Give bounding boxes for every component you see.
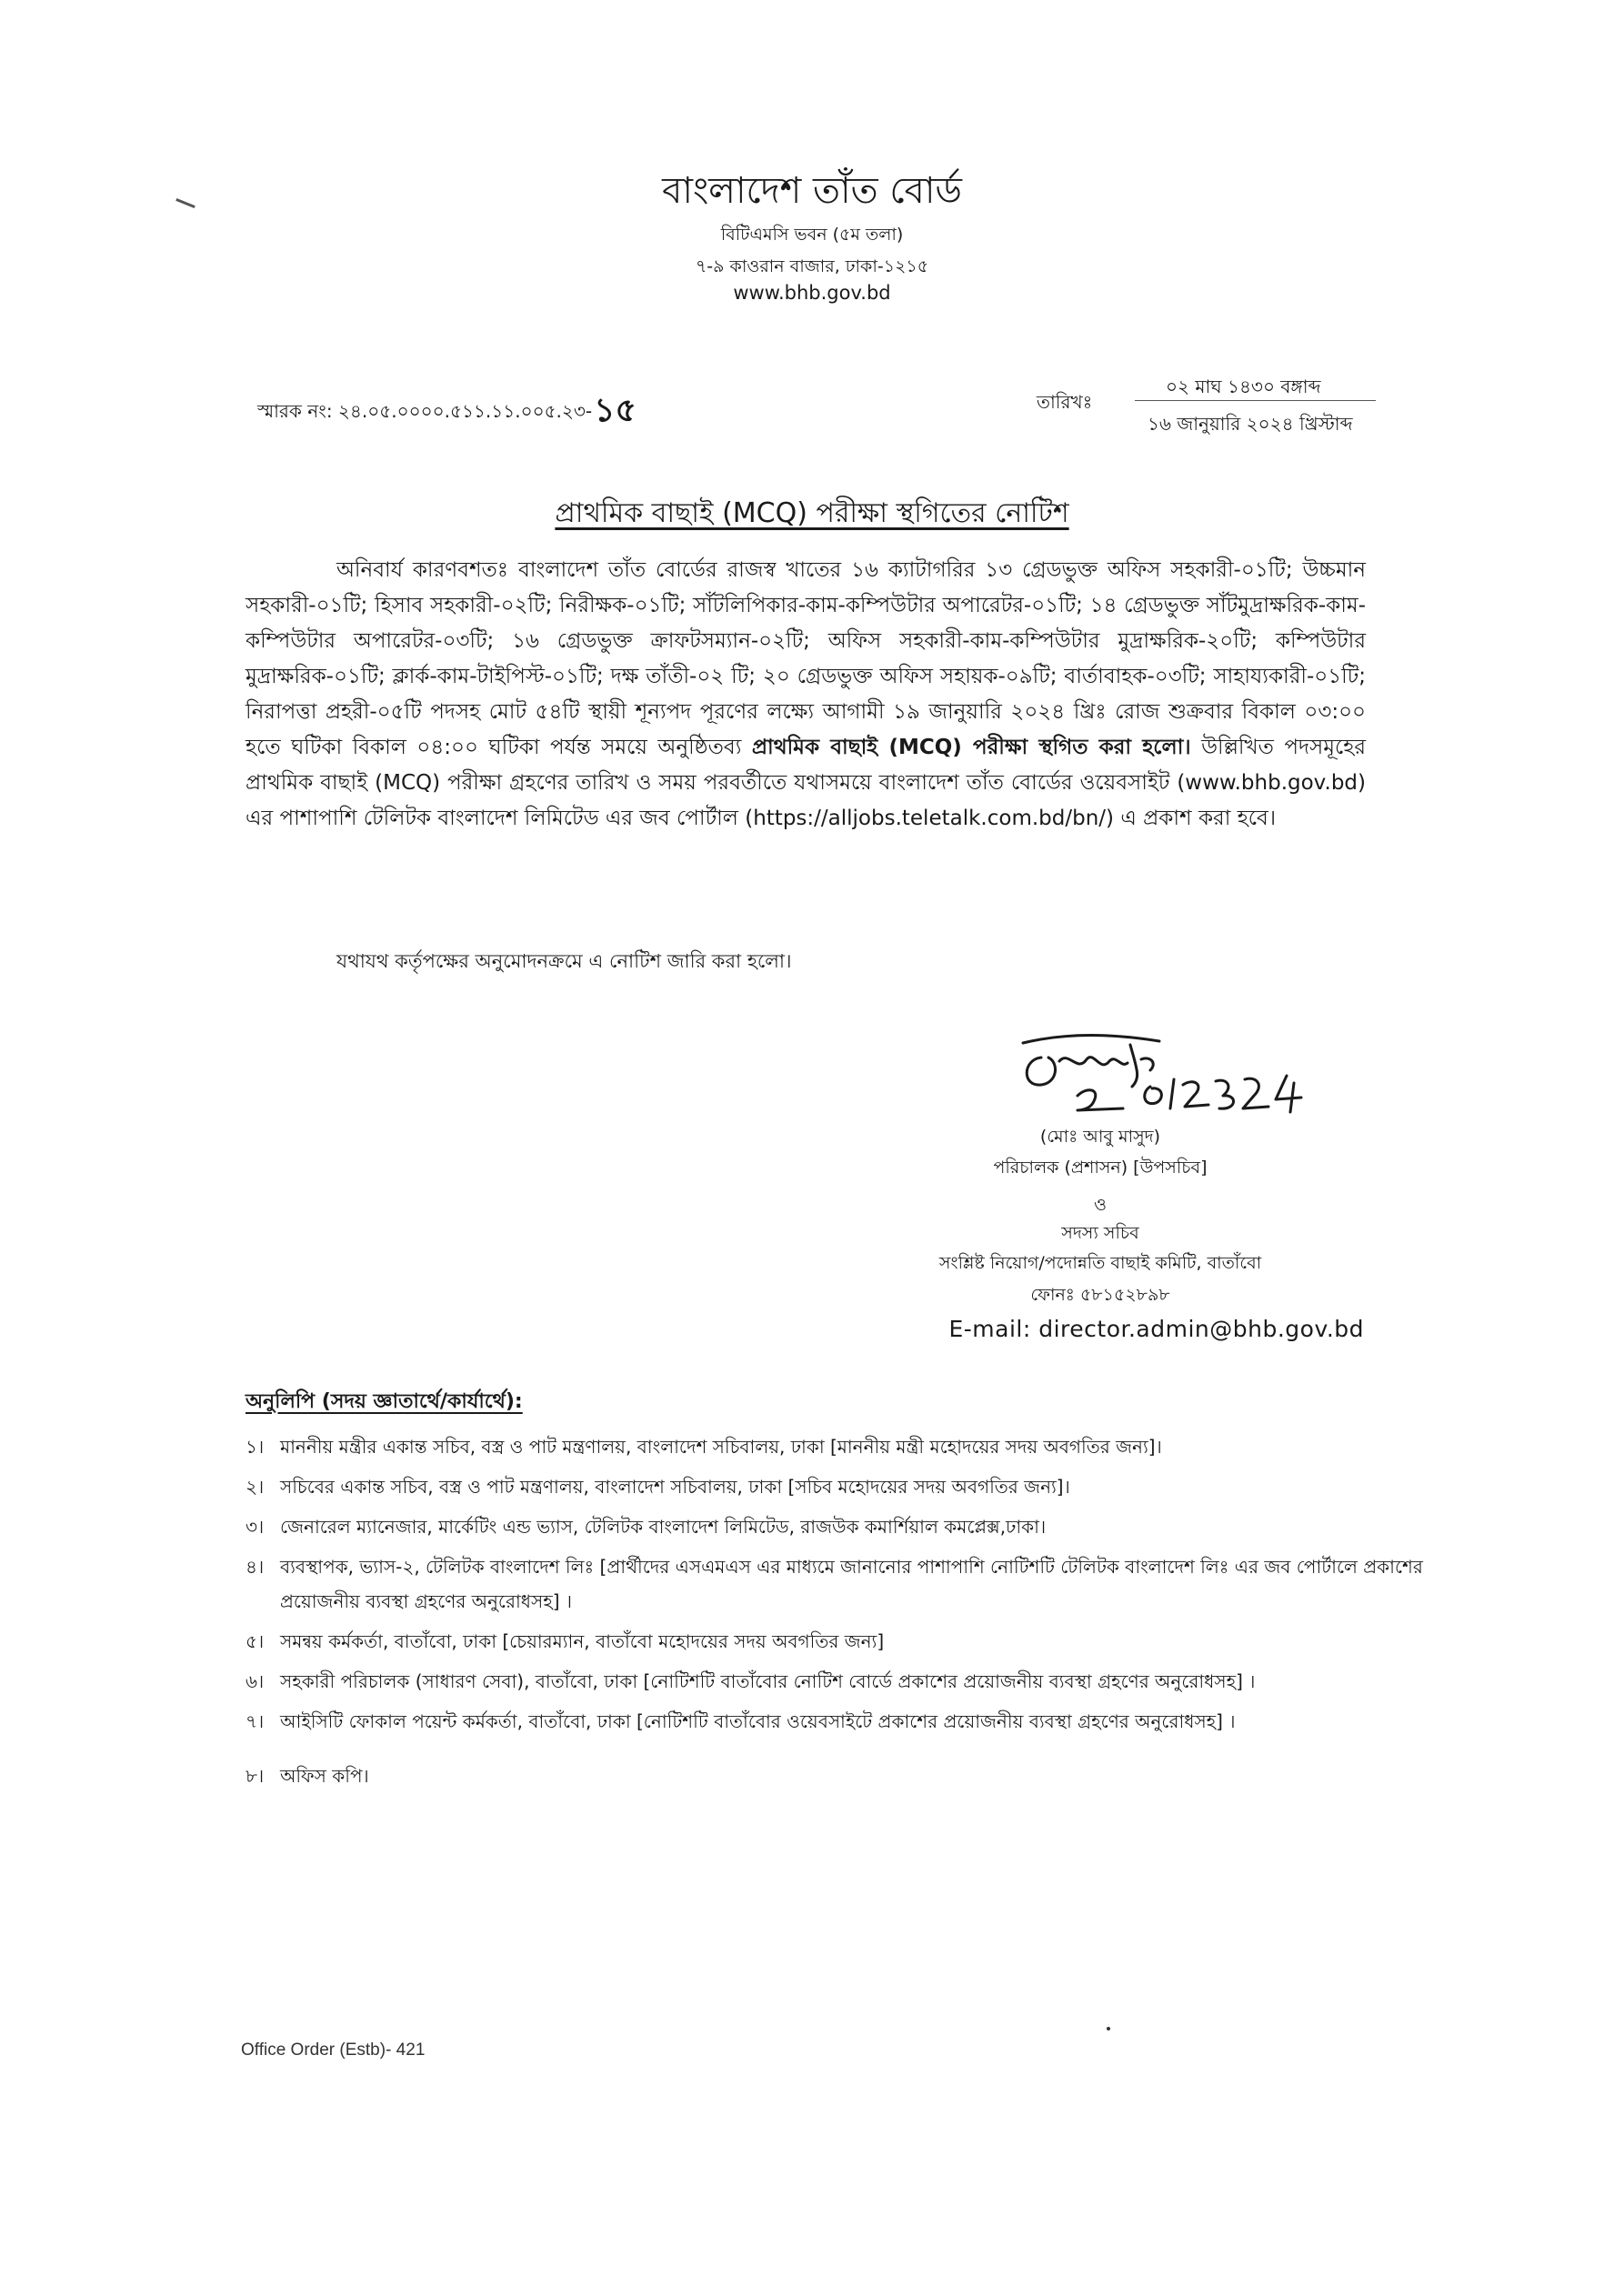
list-item-number: ৩। — [246, 1516, 265, 1538]
list-item-text: ব্যবস্থাপক, ভ্যাস-২, টেলিটক বাংলাদেশ লিঃ [প্রার্থীদের এসএমএস এর মাধ্যমে জানানোর পাশাপাশি নোটিশটি টেলিটক বাংলাদেশ লিঃ এর জব পোর্টালে প্রকাশের প্রয়োজনীয় ব্যবস্থা গ্রহণের অনুরোধসহ] । — [280, 1556, 1423, 1612]
notice-title-text: প্রাথমিক বাছাই (MCQ) পরীক্ষা স্থগিতের নোটিশ — [555, 497, 1069, 529]
cc-list — [246, 1429, 1437, 1799]
list-item-number: ১। — [246, 1436, 265, 1458]
list-item-text: সহকারী পরিচালক (সাধারণ সেবা), বাতাঁবো, ঢাকা [নোটিশটি বাতাঁবোর নোটিশ বোর্ডে প্রকাশের প্রয়োজনীয় ব্যবস্থা গ্রহণের অনুরোধসহ] । — [280, 1670, 1256, 1692]
list-item-number: ৬। — [246, 1670, 265, 1692]
list-item — [246, 1509, 1437, 1544]
list-item-text: জেনারেল ম্যানেজার, মার্কেটিং এন্ড ভ্যাস, টেলিটক বাংলাদেশ লিমিটেড, রাজউক কমার্শিয়াল কমপ্লেক্স,ঢাকা। — [280, 1516, 1047, 1538]
signatory-role: সদস্য সচিব — [1061, 1223, 1139, 1243]
list-item-number: ৫। — [246, 1630, 265, 1652]
list-item — [246, 1469, 1437, 1504]
list-item-text: সমন্বয় কর্মকর্তা, বাতাঁবো, ঢাকা [চেয়ারম্যান, বাতাঁবো মহোদয়ের সদয় অবগতির জন্য] — [280, 1630, 885, 1652]
notice-title — [0, 491, 1624, 537]
list-item-text: মাননীয় মন্ত্রীর একান্ত সচিব, বস্ত্র ও পাট মন্ত্রণালয়, বাংলাদেশ সচিবালয়, ঢাকা [মাননীয় মন্ত্রী মহোদয়ের সদয় অবগতির জন্য]। — [280, 1436, 1162, 1458]
signatory-email[interactable]: E-mail: director.admin@bhb.gov.bd — [948, 1316, 1364, 1342]
memo-handwritten-number: ১৫ — [594, 392, 637, 429]
body-emphasis: প্রাথমিক বাছাই (MCQ) পরীক্ষা স্থগিত করা হলো। — [751, 736, 1191, 759]
list-item-number: ৭। — [246, 1710, 265, 1732]
list-item-number: ২। — [246, 1476, 265, 1498]
body-part-2: উল্লিখিত পদসমূহের প্রাথমিক বাছাই (MCQ) পরীক্ষা গ্রহণের তারিখ ও সময় পরবর্তীতে যথাসময়ে বাংলাদেশ তাঁত বোর্ডের ওয়েবসাইট (www.bhb.gov.bd) এর পাশাপাশি টেলিটক বাংলাদেশ লিমিটেড এর জব পোর্টাল (https://alljobs.teletalk.com.bd/bn/) এ প্রকাশ করা হবে। — [246, 736, 1367, 830]
office-order-footer: Office Order (Estb)- 421 — [241, 2040, 426, 2060]
website-link[interactable]: www.bhb.gov.bd — [733, 282, 891, 304]
list-item-text: অফিস কপি। — [280, 1765, 369, 1787]
list-item-number: ৮। — [246, 1765, 265, 1787]
date-english: ১৬ জানুয়ারি ২০২৪ খ্রিস্টাব্দ — [1148, 413, 1353, 435]
list-item — [246, 1624, 1437, 1659]
address-line-1: বিটিএমসি ভবন (৫ম তলা) — [720, 225, 904, 245]
handwritten-signature — [1014, 1023, 1396, 1123]
body-part-1: অনিবার্য কারণবশতঃ বাংলাদেশ তাঁত বোর্ডের রাজস্ব খাতের ১৬ ক্যাটাগরির ১৩ গ্রেডভুক্ত অফিস সহকারী-০১টি; উচ্চমান সহকারী-০১টি; হিসাব সহকারী-০২টি; নিরীক্ষক-০১টি; সাঁটলিপিকার-কাম-কম্পিউটার অপারেটর-০১টি; ১৪ গ্রেডভুক্ত সাঁটমুদ্রাক্ষরিক-কাম-কম্পিউটার অপারেটর-০৩টি; ১৬ গ্রেডভুক্ত ক্রাফটসম্যান-০২টি; অফিস সহকারী-কাম-কম্পিউটার মুদ্রাক্ষরিক-২০টি; কম্পিউটার মুদ্রাক্ষরিক-০১টি; ক্লার্ক-কাম-টাইপিস্ট-০১টি; দক্ষ তাঁতী-০২ টি; ২০ গ্রেডভুক্ত অফিস সহায়ক-০৯টি; বার্তাবাহক-০৩টি; সাহায্যকারী-০১টি; নিরাপত্তা প্রহরী-০৫টি পদসহ মোট ৫৪টি স্থায়ী শূন্যপদ পূরণের লক্ষ্যে আগামী ১৯ জানুয়ারি ২০২৪ খ্রিঃ রোজ শুক্রবার বিকাল ০৩:০০ হতে ঘটিকা বিকাল ০৪:০০ ঘটিকা পর্যন্ত সময়ে অনুষ্ঠিতব্য — [246, 558, 1366, 759]
address-line-2: ৭-৯ কাওরান বাজার, ঢাকা-১২১৫ — [695, 256, 929, 276]
list-item — [246, 1429, 1437, 1464]
date-bangla: ০২ মাঘ ১৪৩০ বঙ্গাব্দ — [1166, 376, 1321, 397]
signatory-and: ও — [1094, 1195, 1107, 1215]
cc-heading: অনুলিপি (সদয় জ্ঞাতার্থে/কার্যার্থে): — [246, 1390, 523, 1413]
organization-name: বাংলাদেশ তাঁত বোর্ড — [662, 170, 962, 212]
memo-number — [257, 386, 637, 440]
list-item — [246, 1549, 1437, 1619]
signatory-phone: ফোনঃ ৫৮১৫২৮৯৮ — [1030, 1285, 1170, 1305]
list-item — [246, 1664, 1437, 1699]
signatory-name: (মোঃ আবু মাসুদ) — [1039, 1127, 1161, 1147]
signatory-designation: পরিচালক (প্রশাসন) [উপসচিব] — [993, 1158, 1208, 1178]
notice-body — [246, 553, 1366, 837]
scan-dot — [1107, 2027, 1110, 2030]
list-item — [246, 1704, 1437, 1739]
list-item-text: সচিবের একান্ত সচিব, বস্ত্র ও পাট মন্ত্রণালয়, বাংলাদেশ সচিবালয়, ঢাকা [সচিব মহোদয়ের সদয় অবগতির জন্য]। — [280, 1476, 1070, 1498]
date-divider — [1135, 400, 1376, 401]
list-item-text: আইসিটি ফোকাল পয়েন্ট কর্মকর্তা, বাতাঁবো, ঢাকা [নোটিশটি বাতাঁবোর ওয়েবসাইটে প্রকাশের প্রয়োজনীয় ব্যবস্থা গ্রহণের অনুরোধসহ] । — [280, 1710, 1236, 1732]
memo-label: স্মারক নং: ২৪.০৫.০০০০.৫১১.১১.০০৫.২৩- — [257, 400, 593, 422]
list-item — [246, 1759, 1437, 1793]
approval-line: যথাযথ কর্তৃপক্ষের অনুমোদনক্রমে এ নোটিশ জারি করা হলো। — [336, 950, 792, 972]
date-label: তারিখঃ — [1037, 391, 1093, 413]
signatory-committee: সংশ্লিষ্ট নিয়োগ/পদোন্নতি বাছাই কমিটি, বাতাঁবো — [938, 1253, 1262, 1273]
list-item-number: ৪। — [246, 1556, 265, 1578]
